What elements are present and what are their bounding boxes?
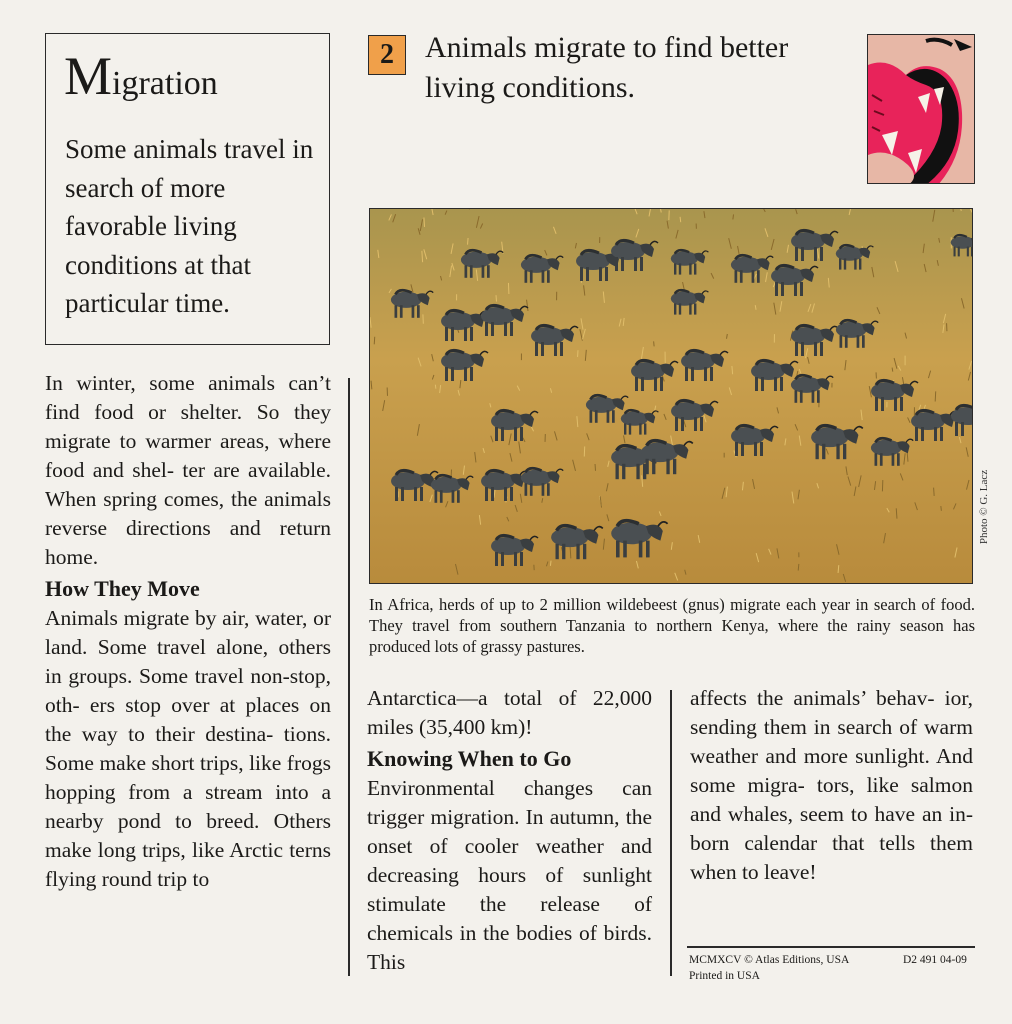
- footer-rule: [687, 946, 975, 948]
- paragraph-behavior: affects the animals’ behav- ior, sending them in search of warm weather and more sunlight. And some migra- tors, like salmon and whales, seem to have an in- born calendar that tells them when to leave!: [690, 686, 973, 884]
- footer-printed: Printed in USA: [689, 970, 760, 982]
- column-divider-2: [670, 690, 672, 976]
- card-number: 2: [368, 35, 406, 75]
- body-column-3: [690, 684, 973, 887]
- column-divider-1: [348, 378, 350, 976]
- body-column-2: [367, 684, 652, 977]
- footer-code: D2 491 04-09: [903, 954, 967, 966]
- body-column-1: [45, 369, 331, 894]
- title-initial: M: [64, 46, 113, 106]
- footer-copyright: MCMXCV © Atlas Editions, USA: [689, 954, 850, 966]
- photo-caption: In Africa, herds of up to 2 million wildebeest (gnus) migrate each year in search of food. They travel from southern Tanzania to northern Kenya, where the rainy season has produced lots of grassy pastures.: [369, 595, 975, 656]
- paragraph-antarctica: Antarctica—a total of 22,000 miles (35,400 km)!: [367, 686, 652, 739]
- wildebeest-photo: [369, 208, 973, 584]
- heading-how-they-move: How They Move: [45, 576, 200, 601]
- roaring-cartoon-mouth-icon: [867, 34, 975, 184]
- paragraph-how-they-move: Animals migrate by air, water, or land. Some travel alone, others in groups. Some travel non-stop, oth- ers stop over at places on the way to their destina- tions. Some make short trips, like frogs hopping from a stream into a nearby pond to breed. Others make long trips, like Arctic terns flying round trip to: [45, 606, 331, 891]
- paragraph-knowing-when: Environmental changes can trigger migration. In autumn, the onset of cooler weather and decreasing hours of sunlight stimulate the release of chemicals in the bodies of birds. This: [367, 776, 652, 974]
- card-title: [64, 46, 218, 106]
- title-box: [45, 33, 330, 345]
- title-rest: igration: [112, 65, 218, 102]
- heading-knowing-when-to-go: Knowing When to Go: [367, 746, 572, 771]
- headline: Animals migrate to find better living conditions.: [425, 31, 789, 104]
- summary-text: Some animals travel in search of more favorable living conditions at that particular time.: [65, 134, 314, 318]
- paragraph-winter: In winter, some animals can’t find food or shelter. So they migrate to warmer areas, where food and shel- ter are available. When spring comes, the animals reverse directions and return home.: [45, 371, 331, 569]
- photo-credit: Photo © G. Lacz: [978, 469, 990, 545]
